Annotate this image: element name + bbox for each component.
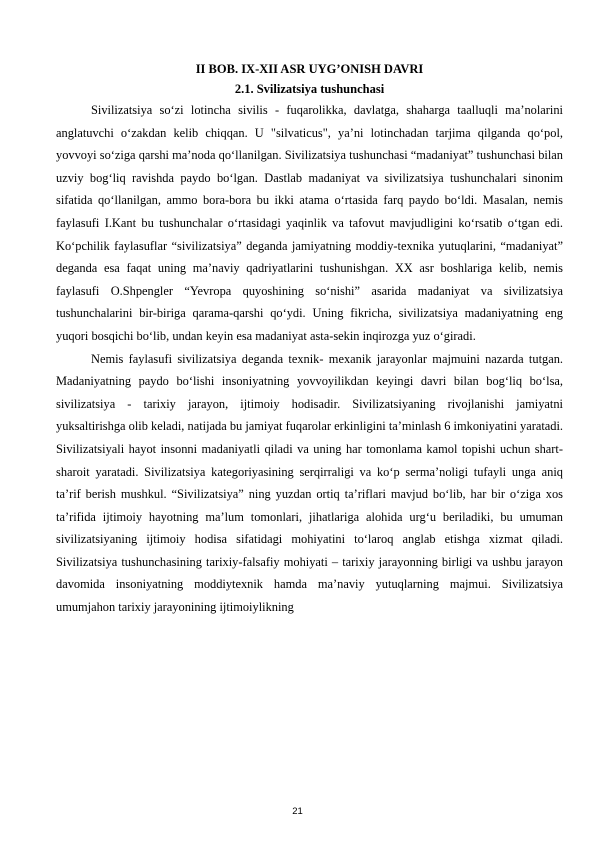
body-paragraph-1: Sivilizatsiya so‘zi lotincha sivilis - fuqarolikka, davlatga, shaharga taalluqli ma’nolarini anglatuvchi o‘zakdan kelib chiqqan. U "silvaticus", ya’ni lotinchadan tarjima qilganda qo‘pol, yovvoyi so‘ziga qarshi ma’noda qo‘llanilgan. Sivilizatsiya tushunchasi “madaniyat” tushunchasi bilan uzviy bog‘liq ravishda paydo bo‘lgan. Dastlab madaniyat va sivilizatsiya tushunchalari sinonim sifatida qo‘llanilgan, ammo bora-bora bu ikki atama o‘rtasida farq paydo bo‘ldi. Masalan, nemis faylasufi I.Kant bu tushunchalar o‘rtasidagi yaqinlik va tafovut mavjudligini ko‘rsatib o‘tgan edi. Ko‘pchilik faylasuflar “sivilizatsiya” deganda jamiyatning moddiy-texnika yutuqlarini, “madaniyat” deganda esa faqat uning ma’naviy qadriyatlarini tushunishgan. XX asr boshlariga kelib, nemis faylasufi O.Shpengler “Yevropa quyoshining so‘nishi” asarida madaniyat va sivilizatsiya tushunchalarini bir-biriga qarama-qarshi qo‘ydi. Uning fikricha, sivilizatsiya madaniyatning eng yuqori bosqichi bo‘lib, undan keyin esa madaniyat asta-sekin inqirozga yuz o‘giradi.: [56, 103, 563, 343]
body-paragraph-2: Nemis faylasufi sivilizatsiya deganda texnik- mexanik jarayonlar majmuini nazarda tutgan. Madaniyatning paydo bo‘lishi insoniyatning yovvoyilikdan keyingi davri bilan bog‘liq bo‘lsa, sivilizatsiya - tarixiy jarayon, ijtimoiy hodisadir. Sivilizatsiyaning rivojlanishi jamiyatni yuksaltirishga olib keladi, natijada bu jamiyat fuqarolar erkinligini ta’minlash 6 imkoniyatini yaratadi. Sivilizatsiyali hayot insonni madaniyatli qiladi va uning har tomonlama kamol topishi uchun shart-sharoit yaratadi. Sivilizatsiya kategoriyasining serqirraligi va ko‘p serma’noligi tufayli unga aniq ta’rif berish mushkul. “Sivilizatsiya” ning yuzdan ortiq ta’riflari mavjud bo‘lib, har bir o‘ziga xos ta’rifida ijtimoiy hayotning ma’lum tomonlari, jihatlariga alohida urg‘u beriladiki, bu umuman sivilizatsiyaning ijtimoiy hodisa sifatidagi mohiyatini to‘laroq anglab etishga xizmat qiladi. Sivilizatsiya tushunchasining tarixiy-falsafiy mohiyati – tarixiy jarayonning birligi va ushbu jarayon davomida insoniyatning moddiytexnik hamda ma’naviy yutuqlarning majmui. Sivilizatsiya umumjahon tarixiy jarayonining ijtimoiylikning: [56, 351, 563, 615]
page-number: 21: [292, 806, 303, 817]
chapter-title: II BOB. IX-XII ASR UYG’ONISH DAVRI: [195, 62, 424, 76]
section-title: 2.1. Svilizatsiya tushunchasi: [234, 82, 385, 96]
